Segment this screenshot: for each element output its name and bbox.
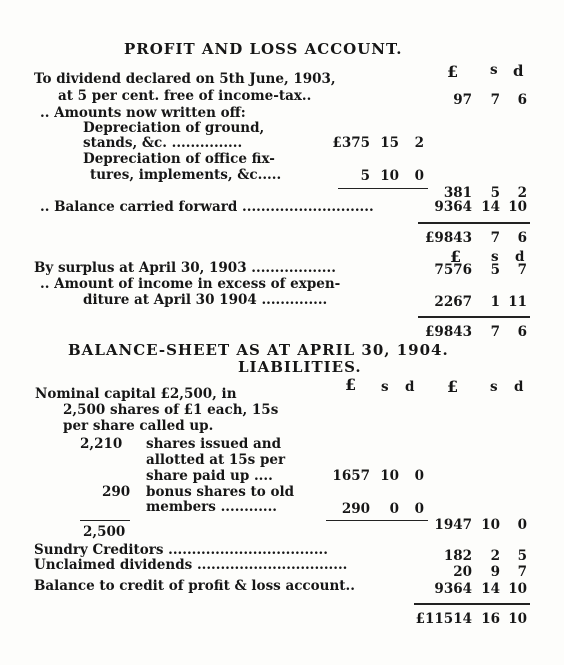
pl-header-2-d: d [515,249,525,265]
dividend-line-1: To dividend declared on 5th June, 1903, [34,71,336,87]
bonus-shares-pence: 0 [414,501,424,517]
unclaimed-dividends-pounds: 20 [453,564,472,580]
pl-title: PROFIT AND LOSS ACCOUNT. [124,40,403,58]
grand-total-rule [414,603,530,605]
dividend-line-2: at 5 per cent. free of income-tax.. [58,88,312,104]
income-excess-line-1: .. Amount of income in excess of expen- [40,276,341,292]
dep-office-pounds: 5 [360,168,370,184]
sundry-creditors-pence: 5 [517,548,527,564]
pl-header-2-pounds: £ [450,247,462,266]
writeoff-total-pounds: 381 [443,185,472,201]
grand-total-shillings: 16 [481,611,500,627]
dep-office-line-2: tures, implements, &c..... [90,167,282,183]
bs-liabilities-heading: LIABILITIES. [238,358,362,376]
bonus-shares-qty: 290 [102,484,131,500]
issued-shares-shillings: 10 [380,468,399,484]
dep-ground-line-2: stands, &c. ............... [83,135,243,151]
surplus-shillings: 5 [490,262,500,278]
bs-header-b-d: d [514,379,524,395]
issued-shares-line-2: allotted at 15s per [146,452,286,468]
dividend-pence: 6 [517,92,527,108]
dep-office-shillings: 10 [380,168,399,184]
unclaimed-dividends-shillings: 9 [490,564,500,580]
income-excess-line-2: diture at April 30 1904 .............. [83,292,328,308]
pl-total-2-pence: 6 [517,324,527,340]
capital-total-pence: 0 [517,517,527,533]
surplus-label: By surplus at April 30, 1903 .................. [34,260,336,276]
writeoff-total-shillings: 5 [490,185,500,201]
pl-header-s: s [490,62,498,78]
bs-title: BALANCE-SHEET AS AT APRIL 30, 1904. [68,341,449,359]
bs-header-b-pounds: £ [447,377,459,396]
profit-loss-balance-pounds: 9364 [434,581,472,597]
bonus-shares-shillings: 0 [389,501,399,517]
unclaimed-dividends-label: Unclaimed dividends ................................ [34,557,348,573]
nominal-capital-line-3: per share called up. [63,418,214,434]
income-excess-pounds: 2267 [434,294,472,310]
pl-total-rule-1 [418,222,530,224]
bonus-shares-line-1: bonus shares to old [146,484,295,500]
dep-ground-line-1: Depreciation of ground, [83,120,265,136]
dep-ground-pounds: £375 [332,135,370,151]
sundry-creditors-label: Sundry Creditors .................................. [34,542,328,558]
sundry-creditors-shillings: 2 [490,548,500,564]
bs-header-a-s: s [381,379,389,395]
income-excess-shillings: 1 [490,294,500,310]
unclaimed-dividends-pence: 7 [517,564,527,580]
issued-shares-pence: 0 [414,468,424,484]
capital-subtotal-rule [326,520,428,521]
written-off-heading: .. Amounts now written off: [40,105,246,121]
pl-header-d: d [513,62,524,80]
pl-total-rule-2 [418,316,530,318]
nominal-capital-line-2: 2,500 shares of £1 each, 15s [63,402,279,418]
pl-total-1-pounds: £9843 [425,230,472,246]
issued-shares-pounds: 1657 [332,468,370,484]
income-excess-pence: 11 [508,294,527,310]
grand-total-pounds: £11514 [415,611,472,627]
profit-loss-balance-shillings: 14 [481,581,500,597]
issued-shares-line-3: share paid up .... [146,468,273,484]
pl-header-pounds: £ [447,62,459,81]
bs-header-a-pounds: £ [345,375,357,394]
bs-header-a-d: d [405,379,415,395]
dep-office-line-1: Depreciation of office fix- [83,151,275,167]
writeoff-total-pence: 2 [517,185,527,201]
profit-loss-balance-label: Balance to credit of profit & loss account.. [34,578,355,594]
capital-total-pounds: 1947 [434,517,472,533]
dep-ground-shillings: 15 [380,135,399,151]
dividend-pounds: 97 [453,92,472,108]
shares-total-rule [80,520,130,521]
grand-total-pence: 10 [508,611,527,627]
bs-header-b-s: s [490,379,498,395]
bonus-shares-pounds: 290 [341,501,370,517]
balance-forward-pence: 10 [508,199,527,215]
balance-forward-shillings: 14 [481,199,500,215]
pl-total-1-pence: 6 [517,230,527,246]
pl-total-1-shillings: 7 [490,230,500,246]
pl-total-2-shillings: 7 [490,324,500,340]
issued-shares-line-1: shares issued and [146,436,282,452]
writeoff-subtotal-rule [338,188,428,189]
dep-office-pence: 0 [414,168,424,184]
sundry-creditors-pounds: 182 [443,548,472,564]
pl-header-2-s: s [491,249,499,265]
surplus-pence: 7 [517,262,527,278]
dep-ground-pence: 2 [414,135,424,151]
profit-loss-balance-pence: 10 [508,581,527,597]
surplus-pounds: 7576 [434,262,472,278]
balance-forward-pounds: 9364 [434,199,472,215]
bonus-shares-line-2: members ............ [146,499,277,515]
pl-total-2-pounds: £9843 [425,324,472,340]
shares-total: 2,500 [83,524,126,540]
nominal-capital-line-1: Nominal capital £2,500, in [35,386,237,402]
balance-forward-label: .. Balance carried forward ............................ [40,199,374,215]
dividend-shillings: 7 [490,92,500,108]
issued-shares-qty: 2,210 [80,436,123,452]
capital-total-shillings: 10 [481,517,500,533]
